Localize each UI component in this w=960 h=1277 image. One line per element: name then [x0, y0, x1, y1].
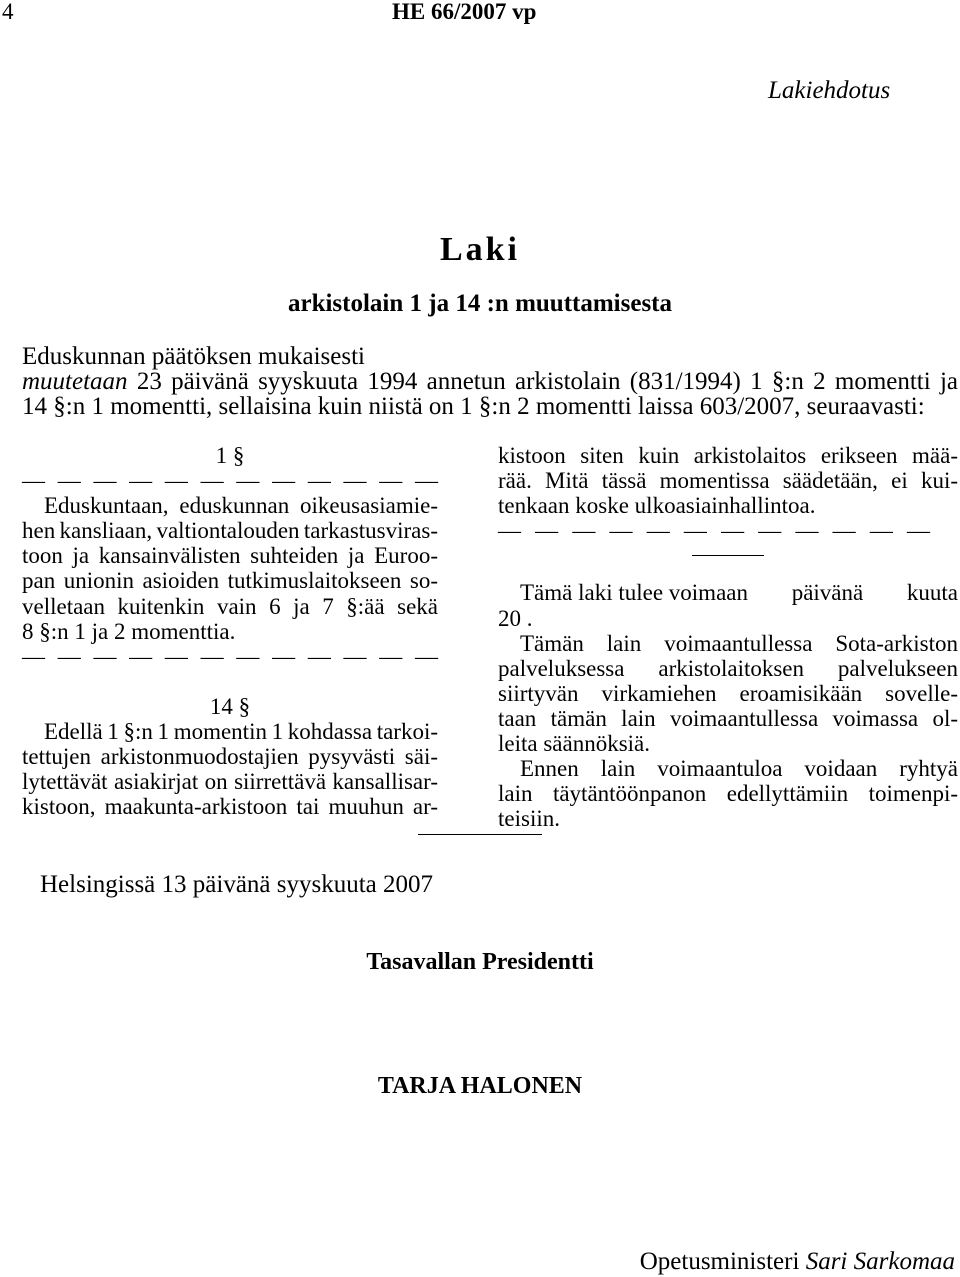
minister-title: Opetusministeri — [639, 1248, 800, 1275]
text-line: velletaan kuitenkin vain 6 ja 7 §:ää sekä — [22, 593, 438, 619]
text-line: tenkaan koske ulkoasiainhallintoa. — [498, 493, 816, 519]
text-line: siirtyvän virkamiehen eroamisikään sovelle- — [498, 680, 958, 706]
text-line: toon ja kansainvälisten suhteiden ja Euroo- — [22, 543, 438, 569]
section-end-rule — [692, 555, 764, 556]
right-column — [498, 443, 958, 831]
enacting-clause-text: 23 päivänä syyskuuta 1994 annetun arkistolain (831/1994) 1 §:n 2 momentti ja — [136, 368, 959, 395]
law-subtitle: arkistolain 1 ja 14 :n muuttamisesta — [287, 290, 673, 317]
document-id: HE 66/2007 vp — [392, 0, 537, 24]
text-line: pan unionin asioiden tutkimuslaitokseen so- — [22, 568, 438, 594]
enacting-clause-line — [22, 369, 958, 394]
text-line: hen kansliaan, valtiontalouden tarkastusviras- — [22, 518, 438, 544]
entry-into-force-day: päivänä — [791, 580, 864, 606]
text-line: taan tämän lain voimaantullessa voimassa ol- — [498, 705, 958, 731]
text-line: kistoon siten kuin arkistolaitos erikseen mää- — [498, 443, 958, 468]
minister-signature — [640, 1249, 955, 1274]
text-line: Tämän lain voimaantullessa Sota-arkiston — [520, 630, 958, 656]
signature-place-date: Helsingissä 13 päivänä syyskuuta 2007 — [40, 871, 434, 898]
minister-name: Sari Sarkomaa — [805, 1248, 955, 1275]
omission-mark: — — — — — — — — — — — — — [498, 518, 930, 544]
omission-mark: — — — — — — — — — — — — — [22, 643, 438, 669]
proposal-label: Lakiehdotus — [768, 77, 891, 104]
law-title: Laki — [439, 231, 521, 268]
omission-mark: — — — — — — — — — — — — — [22, 468, 438, 494]
enacting-clause-line: 14 §:n 1 momentti, sellaisina kuin niistä on 1 §:n 2 momentti laissa 603/2007, seuraavasti: — [22, 393, 925, 420]
text-line: kistoon, maakunta-arkistoon tai muuhun ar- — [22, 794, 438, 820]
text-line: Edellä 1 §:n 1 momentin 1 kohdassa tarkoi- — [44, 719, 438, 745]
text-line: Ennen lain voimaantuloa voidaan ryhtyä — [520, 756, 958, 782]
text-line: teisiin. — [498, 806, 560, 832]
section-heading: 14 § — [209, 693, 251, 719]
text-line: tettujen arkistonmuodostajien pysyvästi säi- — [22, 744, 438, 770]
text-line: palveluksessa arkistolaitoksen palvelukseen — [498, 655, 958, 681]
law-end-rule — [418, 834, 542, 835]
text-line: Eduskuntaan, eduskunnan oikeusasiamie- — [44, 493, 438, 519]
left-column — [22, 443, 438, 819]
rule-row — [498, 555, 958, 580]
entry-into-force-month: kuuta — [906, 580, 958, 606]
spacer — [22, 669, 438, 694]
entry-into-force-year: 20 . — [498, 605, 533, 631]
text-line: lytettävät asiakirjat on siirrettävä kansallisar- — [22, 769, 438, 795]
section-heading: 1 § — [215, 443, 245, 468]
enacting-verb: muutetaan — [22, 368, 128, 395]
text-line: leita säännöksiä. — [498, 731, 651, 757]
president-title: Tasavallan Presidentti — [366, 949, 594, 975]
entry-into-force-lead: Tämä laki tulee voimaan — [520, 580, 748, 606]
entry-into-force-line — [498, 580, 958, 605]
text-line: rää. Mitä tässä momentissa säädetään, ei kui- — [498, 468, 958, 494]
page-number: 4 — [2, 0, 14, 24]
text-line: 8 §:n 1 ja 2 momenttia. — [22, 618, 236, 644]
text-line: lain täytäntöönpanon edellyttämiin toimenpi- — [498, 781, 958, 807]
president-name: TARJA HALONEN — [377, 1073, 583, 1099]
enacting-clause-line: Eduskunnan päätöksen mukaisesti — [22, 343, 365, 370]
